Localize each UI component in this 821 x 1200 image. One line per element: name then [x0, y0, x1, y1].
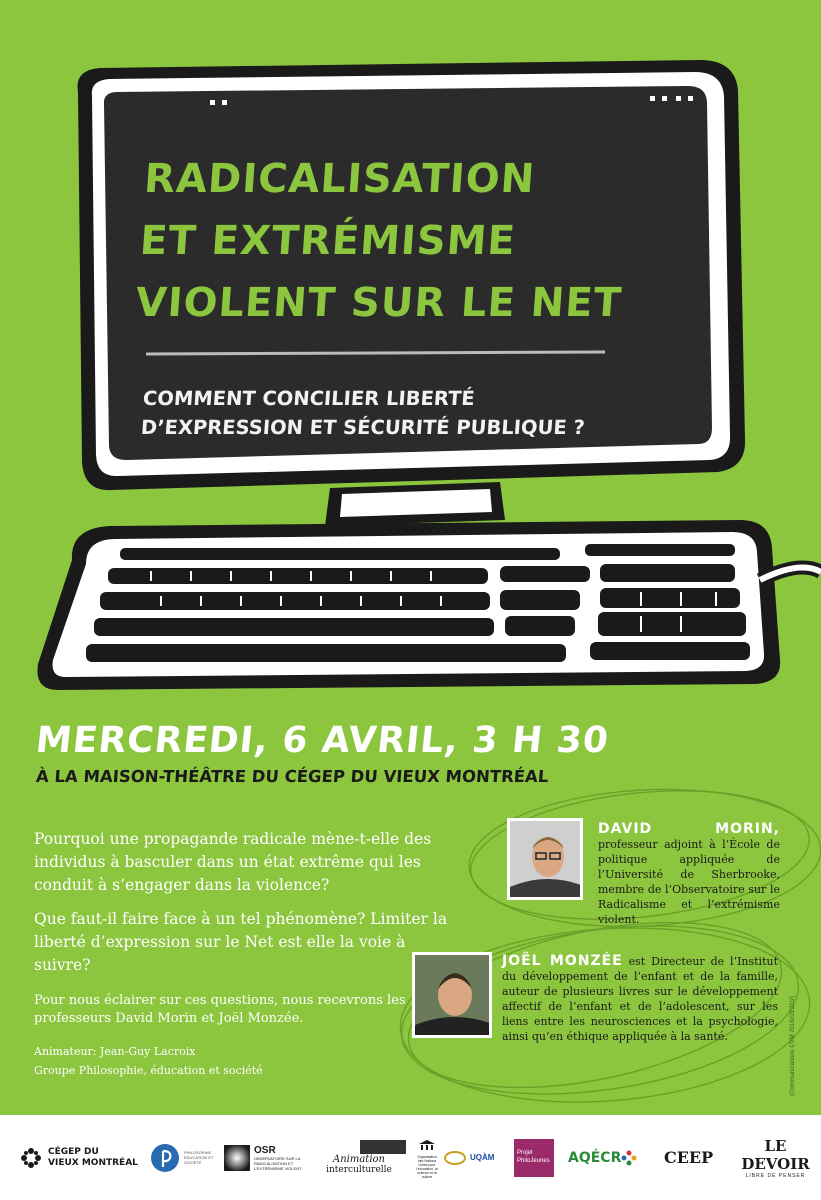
subtitle-line-1: COMMENT CONCILIER LIBERTÉ: [142, 387, 476, 410]
unesco-temple-icon: [418, 1139, 436, 1151]
osr-title: OSR: [254, 1144, 276, 1156]
logo-le-devoir: [730, 1115, 821, 1200]
osr-mark-icon: [224, 1145, 250, 1171]
screen-divider: [146, 352, 605, 354]
philo-line-1: Projet: [517, 1149, 533, 1156]
speaker-name-david-morin: DAVID MORIN,: [598, 821, 780, 837]
logo-unesco: [414, 1115, 494, 1200]
speaker-photo-david-morin: [507, 818, 583, 900]
uqam-text: UQÀM: [470, 1153, 495, 1162]
speaker-bio-joel-monzee: [502, 954, 778, 1044]
intro-paragraph-1: Pourquoi une propagande radicale mène-t-elle des individus à basculer dans un état extrême qui les conduit à s’engager dans la violence?: [34, 830, 432, 894]
event-venue: À LA MAISON-THÉÂTRE DU CÉGEP DU VIEUX MONTRÉAL: [35, 767, 550, 786]
cvm-line-1: CÉGEP DU: [48, 1146, 99, 1157]
osr-text: OBSERVATOIRE SUR LA RADICALISATION ET L’EXTRÉMISME VIOLENT: [254, 1155, 302, 1171]
devoir-title: LE DEVOIR: [741, 1136, 810, 1173]
anim-graphic: [360, 1140, 406, 1154]
devoir-tagline: LIBRE DE PENSER: [745, 1172, 806, 1179]
pes-circle-icon: [150, 1143, 180, 1173]
event-date: MERCREDI, 6 AVRIL, 3 H 30: [33, 720, 611, 761]
ceep-text: CEEP: [664, 1148, 714, 1167]
speaker-text-joel-monzee: est Directeur de l’Institut du développement de l’enfant et de la famille, auteur de plusieurs livres sur le développement affectif de l’enfant et de l’adolescent, sur les liens entre les neurosciences et la psychologie, ainsi qu’en éthique appliquée à la santé.: [502, 955, 779, 1043]
title-line-3: VIOLENT SUR LE NET: [134, 280, 624, 326]
title-line-2: ET EXTRÉMISME: [138, 218, 518, 264]
unitwin-icon: [444, 1151, 466, 1165]
logo-philosophie-education-societe: [150, 1115, 222, 1200]
speaker-name-joel-monzee: JOËL MONZÉE: [502, 953, 623, 969]
animator: [34, 1042, 454, 1080]
unesco-text: Organisation des Nations Unies pour l’éducation, la science et la culture: [416, 1155, 438, 1179]
title-line-1: RADICALISATION: [142, 156, 537, 202]
intro-paragraph-3: Pour nous éclairer sur ces questions, nous recevrons les professeurs David Morin et Joël Monzée.: [34, 993, 406, 1026]
logo-cegep-vieux-montreal: [20, 1115, 138, 1200]
cvm-line-2: VIEUX MONTRÉAL: [48, 1157, 138, 1168]
subtitle-line-2: D’EXPRESSION ET SÉCURITÉ PUBLIQUE ?: [140, 416, 586, 439]
speaker-photo-joel-monzee: [412, 952, 492, 1038]
anim-line-1: Animation: [333, 1154, 385, 1165]
aqecr-star-icon: [621, 1150, 637, 1166]
credit-line: (Communications CVM 2016/03/22/2): [790, 995, 796, 1096]
logo-aqecr: [568, 1115, 637, 1200]
sponsor-footer: [0, 1115, 821, 1200]
logo-philojeunes: [514, 1115, 554, 1200]
poster-subtitle: [140, 384, 614, 442]
cvm-flower-icon: [20, 1147, 42, 1169]
poster-title: [133, 148, 626, 334]
aqecr-text: AQÉCR: [568, 1149, 622, 1166]
speaker-bio-david-morin: [598, 822, 780, 927]
speaker-text-david-morin: professeur adjoint à l’École de politique appliquée de l’Université de Sherbrooke, membre de l’Observatoire sur le Radicalisme et l’extrémisme violent.: [598, 838, 780, 926]
animator-group: Groupe Philosophie, éducation et société: [34, 1064, 263, 1077]
logo-ceep: [664, 1115, 713, 1200]
philo-line-2: PhiloJeunes: [517, 1157, 550, 1164]
logo-animation-interculturelle: [312, 1115, 406, 1200]
animator-name: Animateur: Jean-Guy Lacroix: [34, 1045, 196, 1058]
pes-text: PHILOSOPHIE ÉDUCATION ET SOCIÉTÉ: [184, 1150, 214, 1165]
logo-osr: [224, 1115, 312, 1200]
anim-line-2: interculturelle: [326, 1165, 392, 1175]
intro-paragraph-2: Que faut-il faire face à un tel phénomène? Limiter la liberté d’expression sur le Net est elle la voie à suivre?: [34, 910, 448, 974]
